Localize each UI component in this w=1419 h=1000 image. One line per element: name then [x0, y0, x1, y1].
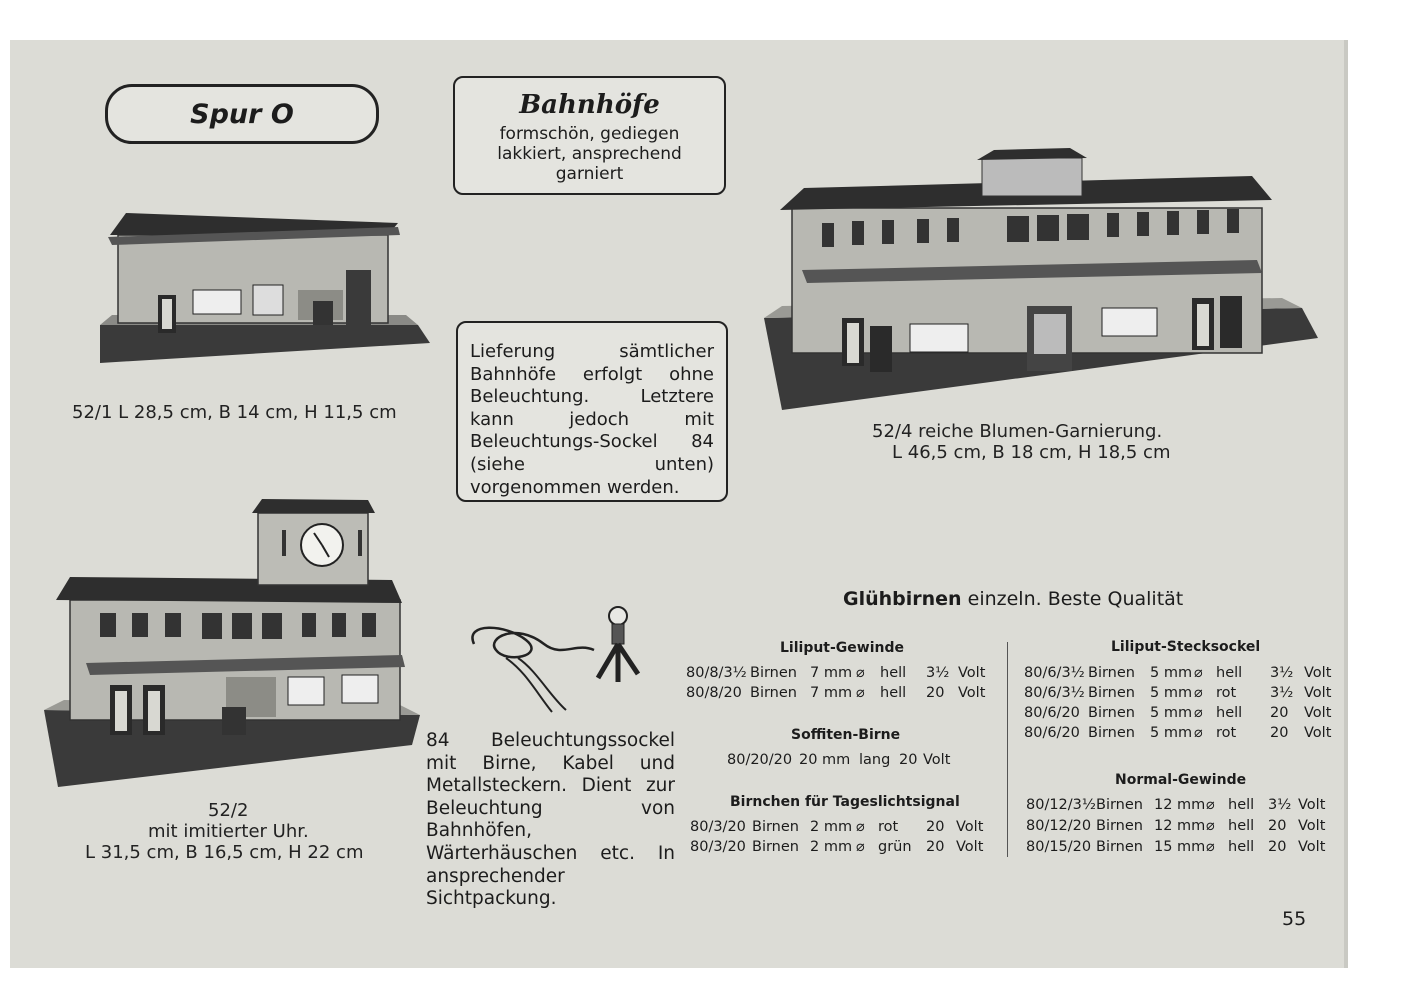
bulb-cell: 20 [899, 752, 918, 768]
bulb-cell: 12 mm [1154, 797, 1206, 813]
bulb-cell: rot [1216, 725, 1237, 741]
group-title-tageslichtsignal: Birnchen für Tageslichtsignal [730, 794, 960, 810]
bulb-code: 80/20/20 [727, 752, 793, 768]
bulb-cell: 20 [1268, 818, 1287, 834]
bulb-code: 80/12/3½ [1026, 797, 1096, 813]
diameter-symbol: ⌀ [856, 839, 865, 855]
bulb-cell: Birnen [1088, 725, 1135, 741]
bulb-cell: 3½ [1268, 797, 1292, 813]
diameter-symbol: ⌀ [856, 685, 865, 701]
bulb-code: 80/6/3½ [1024, 665, 1085, 681]
bulb-cell: 5 mm [1150, 725, 1193, 741]
bulb-cell: Birnen [1088, 705, 1135, 721]
bulb-cell: 5 mm [1150, 685, 1193, 701]
bulb-cell: 20 [1268, 839, 1287, 855]
bulb-cell: 20 [1270, 705, 1289, 721]
bulb-cell: Birnen [752, 819, 799, 835]
bulb-cell: Birnen [1096, 839, 1143, 855]
bulb-cell: 5 mm [1150, 705, 1193, 721]
bulb-cell: Volt [1298, 818, 1326, 834]
gluehbirnen-heading [843, 588, 1183, 610]
bulb-table-divider [1007, 642, 1008, 857]
bulb-cell: Volt [958, 665, 986, 681]
diameter-symbol: ⌀ [1206, 797, 1215, 813]
bulb-cell: 3½ [1270, 665, 1294, 681]
bulb-cell: hell [1228, 839, 1255, 855]
bulb-cell: hell [1228, 797, 1255, 813]
caption-52-4-line1: 52/4 reiche Blumen-Garnierung. [872, 421, 1163, 442]
bahnhoefe-subtitle: formschön, gediegen lakkiert, ansprechend garniert [497, 124, 682, 184]
bulb-cell: Volt [923, 752, 951, 768]
bulb-cell: lang [859, 752, 891, 768]
bulb-cell: Birnen [1088, 665, 1135, 681]
station-52-1-image [88, 205, 440, 365]
station-52-2-image [40, 495, 428, 793]
bahnhoefe-title: Bahnhöfe [519, 90, 660, 120]
bulb-code: 80/8/3½ [686, 665, 747, 681]
diameter-symbol: ⌀ [1206, 839, 1215, 855]
table-row [1026, 818, 1325, 834]
bulb-cell: 15 mm [1154, 839, 1206, 855]
bulb-cell: hell [880, 685, 907, 701]
diameter-symbol: ⌀ [1194, 685, 1203, 701]
spur-o-badge [105, 84, 379, 144]
bulb-cell: Volt [958, 685, 986, 701]
caption-52-2-line2: mit imitierter Uhr. [148, 821, 309, 842]
catalog-page [10, 40, 1348, 968]
bulb-cell: 7 mm [810, 665, 853, 681]
spur-label: Spur O [190, 98, 294, 130]
bulb-code: 80/3/20 [690, 819, 746, 835]
bulb-code: 80/6/3½ [1024, 685, 1085, 701]
table-row [690, 839, 983, 855]
bulb-cell: 20 [926, 685, 945, 701]
bulb-code: 80/15/20 [1026, 839, 1092, 855]
bulb-cell: hell [880, 665, 907, 681]
table-row [686, 665, 985, 681]
diameter-symbol: ⌀ [856, 819, 865, 835]
diameter-symbol: ⌀ [856, 665, 865, 681]
bulb-cell: 20 mm [799, 752, 851, 768]
table-row [690, 819, 983, 835]
diameter-symbol: ⌀ [1206, 818, 1215, 834]
bulb-cell: Volt [1304, 685, 1332, 701]
group-title-liliput-stecksockel: Liliput-Stecksockel [1111, 639, 1261, 655]
diameter-symbol: ⌀ [1194, 725, 1203, 741]
bulb-cell: hell [1228, 818, 1255, 834]
bulb-cell: Volt [1298, 797, 1326, 813]
diameter-symbol: ⌀ [1194, 705, 1203, 721]
bulb-cell: Birnen [1096, 797, 1143, 813]
bulb-cell: Volt [1304, 725, 1332, 741]
bulb-cell: Birnen [750, 685, 797, 701]
page-number: 55 [1282, 908, 1307, 930]
table-row [1024, 665, 1331, 681]
bulb-code: 80/8/20 [686, 685, 742, 701]
bulb-cell: hell [1216, 705, 1243, 721]
table-row [1026, 797, 1325, 813]
bulb-cell: 20 [926, 819, 945, 835]
bulb-cell: 3½ [1270, 685, 1294, 701]
bulb-cell: Volt [956, 839, 984, 855]
caption-52-2-line3: L 31,5 cm, B 16,5 cm, H 22 cm [85, 842, 364, 863]
bulb-cell: 2 mm [810, 819, 853, 835]
group-title-normal-gewinde: Normal-Gewinde [1115, 772, 1247, 788]
bulb-cell: Volt [1304, 665, 1332, 681]
bulb-cell: Birnen [752, 839, 799, 855]
sockel-84-description: 84 Beleuchtungssockel mit Birne, Kabel und Metallsteckern. Dient zur Beleuchtung von Bahnhöfen, Wärterhäuschen etc. In ansprechender Sichtpackung. [426, 730, 675, 910]
bulb-cell: Birnen [1088, 685, 1135, 701]
table-row [1026, 839, 1325, 855]
bulb-cell: hell [1216, 665, 1243, 681]
caption-52-4-line2: L 46,5 cm, B 18 cm, H 18,5 cm [892, 442, 1171, 463]
group-title-liliput-gewinde: Liliput-Gewinde [780, 640, 905, 656]
table-row [1024, 725, 1331, 741]
diameter-symbol: ⌀ [1194, 665, 1203, 681]
bulb-cell: 12 mm [1154, 818, 1206, 834]
bulb-cell: grün [878, 839, 912, 855]
table-row [1024, 705, 1331, 721]
bulb-cell: 20 [926, 839, 945, 855]
gluehbirnen-heading-bold: Glühbirnen [843, 588, 962, 610]
bulb-cell: rot [1216, 685, 1237, 701]
bulb-cell: 2 mm [810, 839, 853, 855]
bulb-cell: Volt [1304, 705, 1332, 721]
bulb-code: 80/12/20 [1026, 818, 1092, 834]
table-row [727, 752, 950, 768]
bulb-cell: Birnen [750, 665, 797, 681]
caption-52-2-line1: 52/2 [208, 800, 249, 821]
station-52-4-image [762, 148, 1324, 416]
table-row [1024, 685, 1331, 701]
bulb-code: 80/6/20 [1024, 705, 1080, 721]
table-row [686, 685, 985, 701]
group-title-soffiten-birne: Soffiten-Birne [791, 727, 901, 743]
beleuchtungssockel-image [466, 602, 658, 724]
bulb-cell: rot [878, 819, 899, 835]
gluehbirnen-heading-rest: einzeln. Beste Qualität [961, 588, 1184, 610]
bulb-cell: 7 mm [810, 685, 853, 701]
bulb-cell: 3½ [926, 665, 950, 681]
lieferung-note-box [456, 321, 728, 502]
bulb-code: 80/3/20 [690, 839, 746, 855]
bulb-code: 80/6/20 [1024, 725, 1080, 741]
bulb-cell: Volt [956, 819, 984, 835]
bulb-cell: Volt [1298, 839, 1326, 855]
bulb-cell: Birnen [1096, 818, 1143, 834]
caption-52-1: 52/1 L 28,5 cm, B 14 cm, H 11,5 cm [72, 402, 397, 423]
bulb-cell: 20 [1270, 725, 1289, 741]
lieferung-note-text: Lieferung sämtlicher Bahnhöfe erfolgt ohne Beleuchtung. Letztere kann jedoch mit Beleuchtungs-Sockel 84 (siehe unten) vorgenommen werden. [470, 341, 714, 498]
bahnhoefe-title-box [453, 76, 726, 195]
bulb-cell: 5 mm [1150, 665, 1193, 681]
